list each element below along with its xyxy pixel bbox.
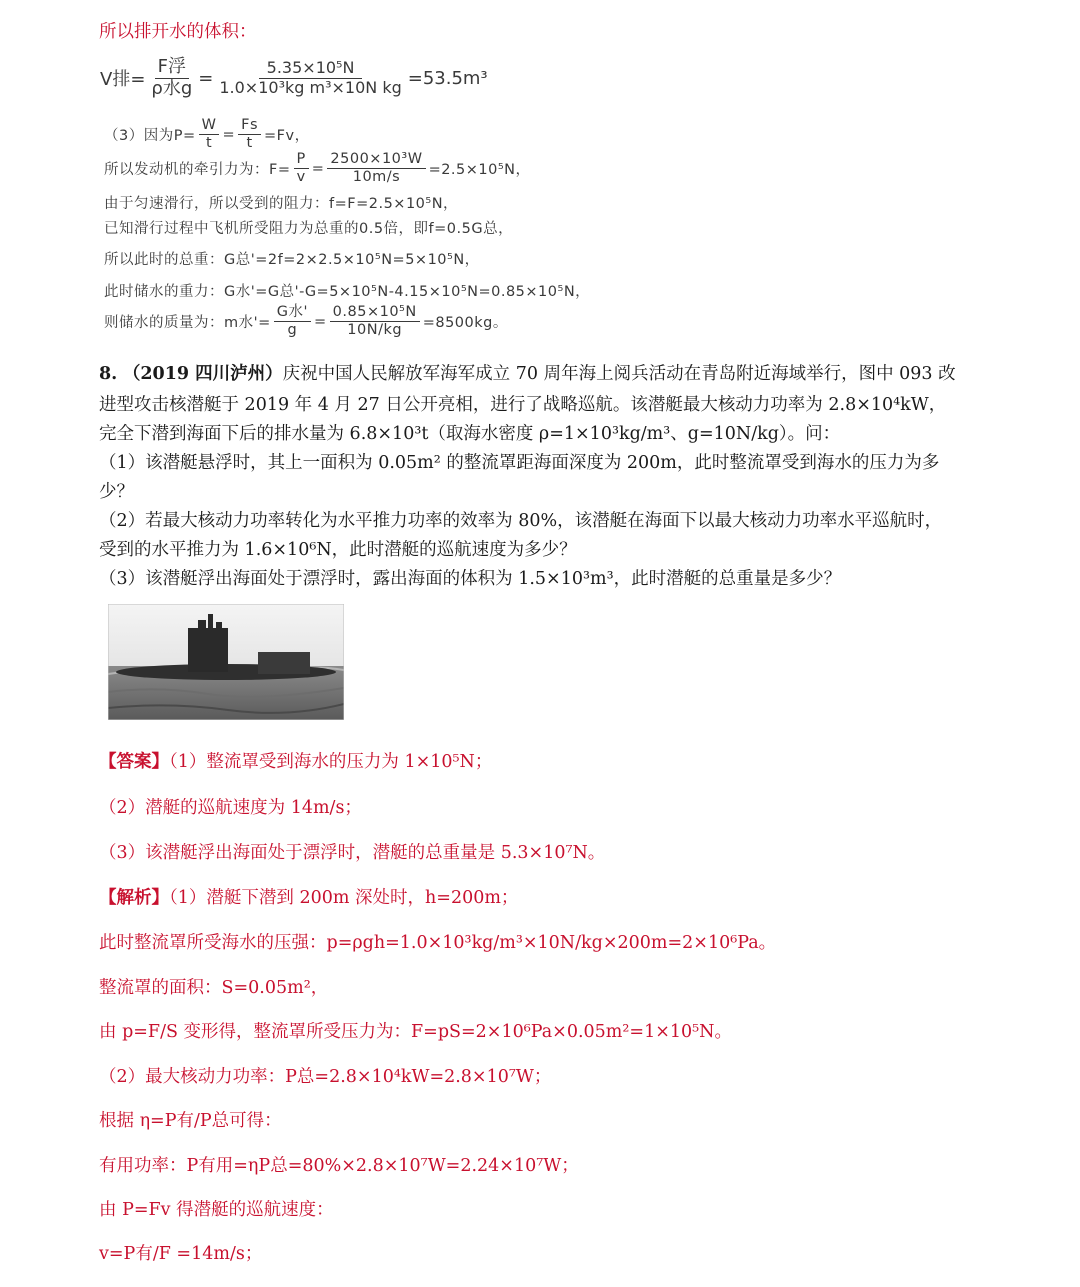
- analysis-speed-result: v=P有/F =14m/s；: [99, 1244, 263, 1264]
- fraction-numerator: P: [294, 152, 309, 169]
- force-fraction-2: [327, 152, 425, 185]
- answer-1-text: （1）整流罩受到海水的压力为 1×10⁵N；: [169, 752, 493, 772]
- fraction-denominator: v: [296, 169, 306, 186]
- analysis-useful-power: 有用功率：P有用=ηP总=80%×2.8×10⁷W=2.24×10⁷W；: [99, 1156, 579, 1176]
- problem-line-3: 完全下潜到海面下后的排水量为 6.8×10³t（取海水密度 ρ=1×10³kg/m³、g=10N/kg）。问：: [99, 424, 841, 444]
- mass-fraction-1: [274, 305, 311, 338]
- answer-tag: 【答案】: [99, 752, 169, 772]
- problem-source: （2019 四川泸州）: [122, 364, 283, 384]
- mass-fraction-2: [330, 305, 420, 338]
- line-drag: 由于匀速滑行，所以受到的阻力：f=F=2.5×10⁵N，: [104, 196, 459, 212]
- fraction-numerator: 5.35×10⁵N: [259, 60, 363, 80]
- volume-fraction-2: [216, 57, 404, 98]
- force-fraction-1: [294, 152, 309, 185]
- fraction-denominator: t: [205, 135, 213, 152]
- analysis-1: [99, 884, 518, 909]
- fraction-denominator: t: [246, 135, 253, 152]
- analysis-efficiency: 根据 η=P有/P总可得：: [99, 1111, 282, 1131]
- analysis-speed-intro: 由 P=Fv 得潜艇的巡航速度：: [99, 1200, 334, 1220]
- volume-fraction-1: [148, 58, 195, 99]
- fraction-numerator: F浮: [155, 58, 189, 79]
- answer-1: [99, 748, 492, 773]
- fraction-numerator: Fs: [238, 118, 261, 135]
- volume-lhs: V排=: [100, 69, 146, 91]
- fraction-denominator: ρ水g: [151, 77, 193, 99]
- power-tail: =Fv，: [264, 128, 310, 145]
- formula-traction-force: 所以发动机的牵引力为：F= $\frac{P}{v}$ = $\frac{\text{2500×10³W}}{10m/s}$ =2.5×10⁵N，: [104, 151, 531, 186]
- power-fraction-2: [238, 118, 261, 151]
- submarine-illustration: [108, 604, 344, 720]
- mass-text: 则储水的质量为：m水'=: [104, 315, 271, 332]
- fraction-numerator: 0.85×10⁵N: [330, 305, 420, 322]
- answer-3: （3）该潜艇浮出海面处于漂浮时，潜艇的总重量是 5.3×10⁷N。: [99, 843, 606, 863]
- power-fraction-1: [199, 118, 220, 151]
- fraction-denominator: 1.0×10³kg m³×10N kg: [219, 78, 402, 98]
- question-1-line-1: （1）该潜艇悬浮时，其上一面积为 0.05m² 的整流罩距海面深度为 200m，此时整流罩受到海水的压力为多: [99, 453, 940, 473]
- force-tail: =2.5×10⁵N，: [428, 162, 531, 179]
- formula-volume: V排= $\frac{\text{F浮}}{\text{ρ水g}}$ = $\frac{\text{5.35×10⁵N}}{\text{1.0×10³kg m³×10N kg}}$ =53.5m³: [100, 56, 488, 99]
- fraction-numerator: G水': [274, 305, 311, 322]
- question-3: （3）该潜艇浮出海面处于漂浮时，露出海面的体积为 1.5×10³m³，此时潜艇的总重量是多少？: [99, 569, 842, 589]
- formula-water-mass: 则储水的质量为：m水'= $\frac{\text{G水'}}{g}$ = $\frac{\text{0.85×10⁵N}}{10N/kg}$ =8500kg。: [104, 304, 508, 339]
- question-2-line-2: 受到的水平推力为 1.6×10⁶N，此时潜艇的巡航速度为多少？: [99, 540, 577, 560]
- analysis-tag: 【解析】: [99, 888, 169, 908]
- analysis-max-power: （2）最大核动力功率：P总=2.8×10⁴kW=2.8×10⁷W；: [99, 1067, 552, 1087]
- heading-displaced-volume: 所以排开水的体积：: [99, 22, 257, 42]
- problem-line-2: 进型攻击核潜艇于 2019 年 4 月 27 日公开亮相，进行了战略巡航。该潜艇最大核动力功率为 2.8×10⁴kW，: [99, 395, 947, 415]
- answer-2: （2）潜艇的巡航速度为 14m/s；: [99, 798, 362, 818]
- power-text: （3）因为P=: [104, 128, 196, 145]
- fraction-denominator: g: [287, 322, 298, 339]
- analysis-pressure: 此时整流罩所受海水的压强：p=ρgh=1.0×10³kg/m³×10N/kg×200m=2×10⁶Pa。: [99, 933, 777, 953]
- formula-power: （3）因为P= $\frac{W}{t}$ = $\frac{Fs}{t}$ =Fv，: [104, 117, 310, 152]
- submarine-photo: [108, 604, 344, 720]
- problem-number: 8.: [99, 364, 118, 384]
- mass-tail: =8500kg。: [422, 315, 508, 332]
- problem-line-1: [99, 360, 956, 385]
- line-total-weight: 所以此时的总重：G总'=2f=2×2.5×10⁵N=5×10⁵N，: [104, 252, 480, 268]
- fraction-denominator: 10m/s: [352, 169, 401, 186]
- question-1-line-2: 少？: [99, 482, 134, 502]
- fraction-denominator: 10N/kg: [347, 322, 403, 339]
- analysis-area: 整流罩的面积：S=0.05m²，: [99, 978, 329, 998]
- line-known-ratio: 已知滑行过程中飞机所受阻力为总重的0.5倍，即f=0.5G总，: [104, 221, 514, 237]
- force-text: 所以发动机的牵引力为：F=: [104, 162, 291, 179]
- analysis-force: 由 p=F/S 变形得，整流罩所受压力为：F=pS=2×10⁶Pa×0.05m²=1×10⁵N。: [99, 1022, 732, 1042]
- analysis-1-text: （1）潜艇下潜到 200m 深处时，h=200m；: [169, 888, 519, 908]
- problem-text-1: 庆祝中国人民解放军海军成立 70 周年海上阅兵活动在青岛附近海域举行，图中 093 改: [282, 364, 956, 384]
- fraction-numerator: 2500×10³W: [327, 152, 425, 169]
- question-2-line-1: （2）若最大核动力功率转化为水平推力功率的效率为 80%，该潜艇在海面下以最大核动力功率水平巡航时，: [99, 511, 943, 531]
- line-water-weight: 此时储水的重力：G水'=G总'-G=5×10⁵N-4.15×10⁵N=0.85×10⁵N，: [104, 284, 591, 300]
- volume-result: =53.5m³: [407, 67, 488, 89]
- fraction-numerator: W: [199, 118, 220, 135]
